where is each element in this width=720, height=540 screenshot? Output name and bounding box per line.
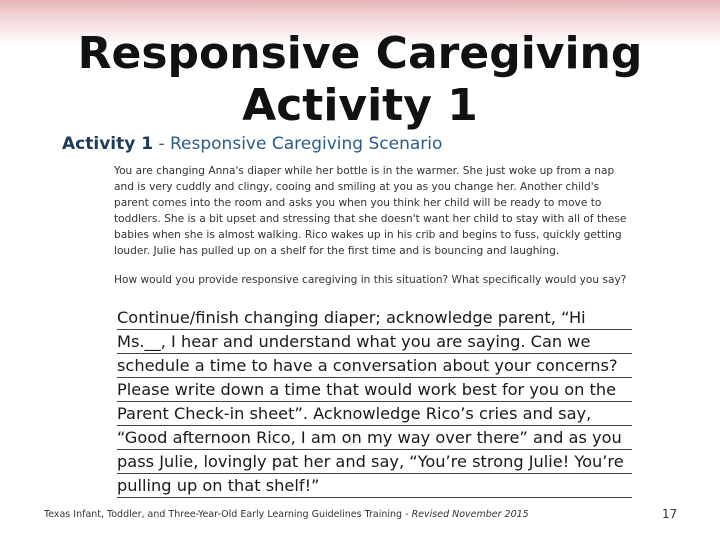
page-number: 17 <box>662 507 678 521</box>
answer-text: Continue/finish changing diaper; acknowledge parent, “Hi Ms.__, I hear and understand what you are saying. Can we schedule a time to have a conversation about your concerns? Please write down a time that would work best for you on the Parent Check-in sheet”. Acknowledge Rico’s cries and say, “Good afternoon Rico, I am on my way over there” and as you pass Julie, lovingly pat her and say, “You’re strong Julie! You’re pulling up on that shelf!” <box>117 306 632 498</box>
activity-heading <box>62 134 442 154</box>
activity-label: Activity 1 <box>62 134 154 154</box>
slide-title-line2: Activity 1 <box>242 80 478 131</box>
activity-subtitle: - Responsive Caregiving Scenario <box>153 134 443 154</box>
slide-title-line1: Responsive Caregiving <box>77 28 643 79</box>
scenario-question: How would you provide responsive caregiving in this situation? What specifically would you say? <box>114 274 627 286</box>
footer-text: Texas Infant, Toddler, and Three-Year-Old Early Learning Guidelines Training - <box>44 509 412 520</box>
footer-revised: Revised November 2015 <box>411 509 529 520</box>
footer <box>44 509 529 520</box>
scenario-text: You are changing Anna's diaper while her bottle is in the warmer. She just woke up from a nap and is very cuddly and clingy, cooing and smiling at you as you change her. Another child's parent comes into the room and asks you when you think her child will be ready to move to toddlers. She is a bit upset and stressing that she doesn't want her child to stay with all of these babies when she is almost walking. Rico wakes up in his crib and begins to fuss, quickly getting louder. Julie has pulled up on a shelf for the first time and is bouncing and laughing. <box>114 165 627 257</box>
